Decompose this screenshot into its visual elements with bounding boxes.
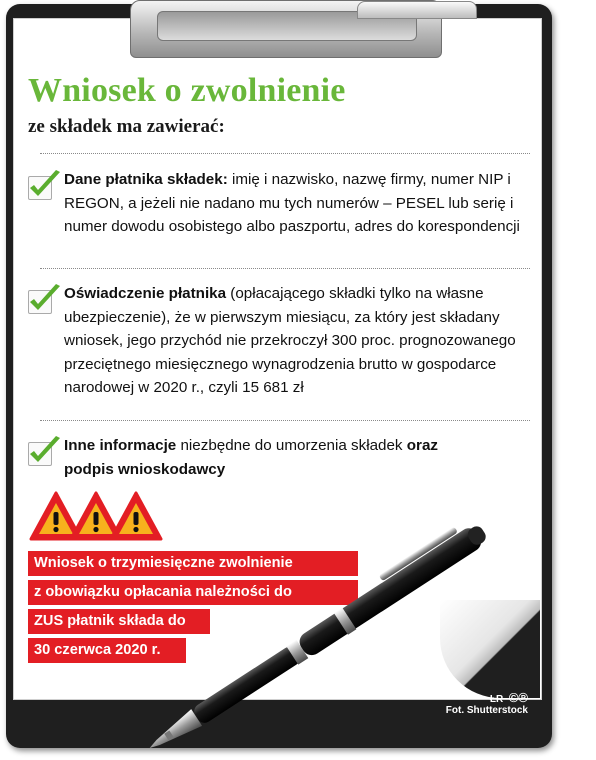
photo-credit	[430, 690, 528, 716]
list-item-body: niezbędne do umorzenia składek	[176, 437, 407, 454]
notice-line: ZUS płatnik składa do	[28, 609, 210, 634]
page-subtitle: ze składek ma zawierać:	[28, 116, 225, 137]
list-item-heading: Oświadczenie płatnika	[64, 285, 227, 302]
page-title: Wniosek o zwolnienie	[28, 72, 346, 109]
list-item-body: imię i nazwisko, nazwę firmy, numer NIP i REGON, a jeżeli nie nadano mu tych numerów – PESEL lub serię i numer dowodu osobistego albo paszportu, adres do korespondencji	[64, 171, 520, 235]
author-initials: ŁR	[489, 694, 504, 705]
list-item-body: (opłacającego składki tylko na własne ubezpieczenie), że w pierwszym miesiącu, za który jest składany wniosek, jego przychód nie przekroczył 300 proc. prognozowanego przeciętnego miesięcznego wynagrodzenia brutto w gospodarce narodowej w 2020 r., czyli 15 681 zł	[64, 285, 516, 396]
copyright-mark: ©℗	[508, 690, 528, 705]
notice-line: z obowiązku opłacania należności do	[28, 580, 358, 605]
list-item-heading: Dane płatnika składek:	[64, 171, 228, 188]
list-item-heading: Inne informacje	[64, 437, 177, 454]
notice-line: Wniosek o trzymiesięczne zwolnienie	[28, 551, 358, 576]
list-item-tail: oraz podpis wnioskodawcy	[64, 437, 438, 478]
photo-source: Fot. Shutterstock	[445, 705, 528, 716]
notice-line: 30 czerwca 2020 r.	[28, 638, 186, 663]
